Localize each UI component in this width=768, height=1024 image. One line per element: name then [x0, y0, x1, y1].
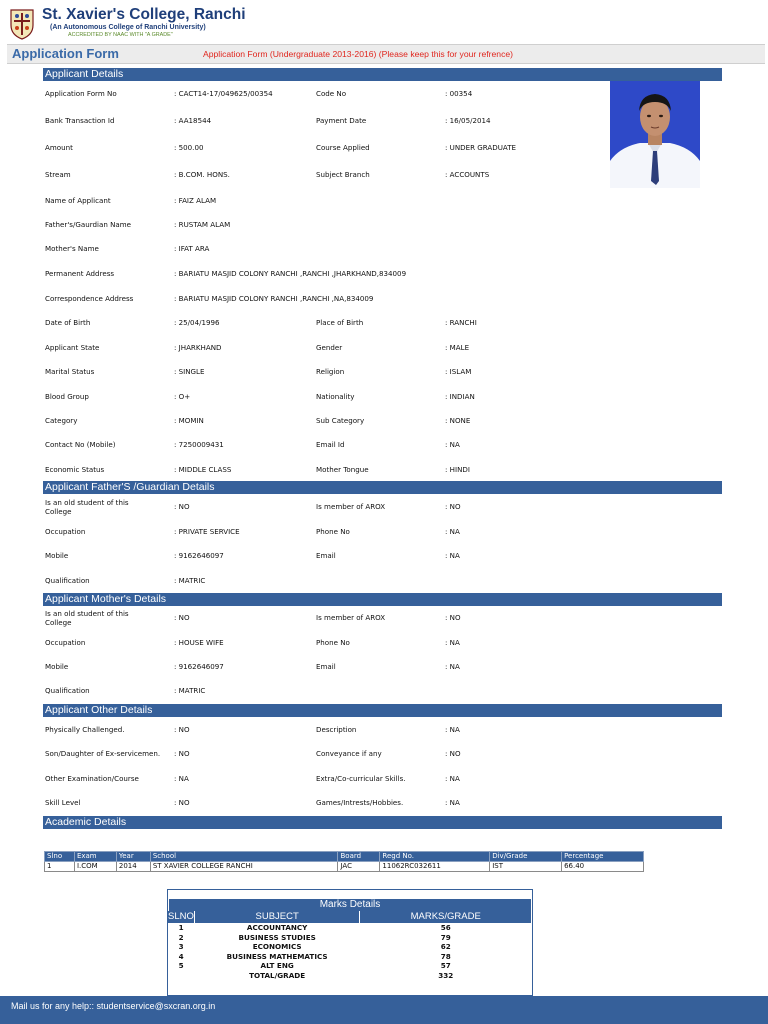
- table-cell: 78: [440, 951, 451, 961]
- form-title: Application Form: [12, 46, 119, 61]
- field-row: [0, 498, 768, 516]
- help-footer: Mail us for any help:: studentservice@sxcran.org.in: [0, 996, 768, 1024]
- field-label: Marital Status: [45, 367, 95, 376]
- field-label: Payment Date: [316, 116, 367, 125]
- table-cell: ST XAVIER COLLEGE RANCHI: [150, 862, 338, 872]
- field-value: : NA: [445, 725, 460, 734]
- field-value: : IFAT ARA: [174, 244, 210, 253]
- table-cell: I.COM: [74, 862, 116, 872]
- field-label: Stream: [45, 170, 71, 179]
- field-value: : B.COM. HONS.: [174, 170, 230, 179]
- column-header: SUBJECT: [194, 911, 360, 923]
- field-row: [0, 392, 768, 406]
- field-label: Is member of AROX: [316, 613, 386, 622]
- field-label: Is an old student of this College: [45, 498, 129, 516]
- field-value: : 9162646097: [174, 551, 224, 560]
- field-value: : NONE: [445, 416, 471, 425]
- field-value: : NO: [174, 502, 190, 511]
- field-value: : CACT14-17/049625/00354: [174, 89, 273, 98]
- field-row: [0, 774, 768, 788]
- table-cell: 57: [440, 961, 451, 971]
- field-label: Qualification: [45, 686, 90, 695]
- field-row: [0, 551, 768, 565]
- table-cell: BUSINESS STUDIES: [238, 932, 316, 942]
- field-value: : ISLAM: [445, 367, 472, 376]
- table-row: [168, 923, 532, 933]
- field-value: : MATRIC: [174, 686, 206, 695]
- table-cell: ALT ENG: [260, 961, 294, 971]
- column-header: SLNO: [168, 911, 194, 922]
- column-header: Regd No.: [380, 852, 490, 862]
- table-cell: 3: [178, 942, 184, 952]
- table-cell: [168, 971, 194, 981]
- field-value: : 00354: [445, 89, 473, 98]
- field-row: [0, 367, 768, 381]
- field-row: [0, 196, 768, 210]
- table-cell: JAC: [338, 862, 380, 872]
- marks-details-panel: [167, 889, 533, 996]
- field-row: [0, 576, 768, 590]
- field-value: : 9162646097: [174, 662, 224, 671]
- field-value: : O+: [174, 392, 191, 401]
- field-label: Gender: [316, 343, 343, 352]
- field-value: : NA: [445, 440, 460, 449]
- field-value: : 16/05/2014: [445, 116, 491, 125]
- field-label: Permanent Address: [45, 269, 115, 278]
- field-row: [0, 465, 768, 479]
- academic-table: [44, 851, 644, 872]
- field-value: : FAIZ ALAM: [174, 196, 217, 205]
- table-cell: ECONOMICS: [252, 942, 302, 952]
- field-label: Mobile: [45, 662, 69, 671]
- table-row: [168, 942, 532, 952]
- field-row: [0, 244, 768, 258]
- field-value: : HINDI: [445, 465, 470, 474]
- section-applicant-details: Applicant Details: [43, 68, 722, 81]
- field-value: : NA: [445, 774, 460, 783]
- field-value: : MOMIN: [174, 416, 204, 425]
- section-mother-details: Applicant Mother's Details: [43, 593, 722, 606]
- field-label: Place of Birth: [316, 318, 364, 327]
- field-value: : HOUSE WIFE: [174, 638, 224, 647]
- table-cell: ACCOUNTANCY: [246, 923, 308, 932]
- field-row: [0, 416, 768, 430]
- field-label: Course Applied: [316, 143, 370, 152]
- field-value: : ACCOUNTS: [445, 170, 490, 179]
- field-value: : RUSTAM ALAM: [174, 220, 231, 229]
- table-cell: 62: [440, 942, 451, 952]
- section-other-details: Applicant Other Details: [43, 704, 722, 717]
- field-label: Is an old student of this College: [45, 609, 129, 627]
- field-value: : NA: [445, 527, 460, 536]
- field-value: : NA: [445, 638, 460, 647]
- marks-table: [168, 911, 532, 981]
- table-header-row: [168, 911, 532, 923]
- college-crest-icon: [8, 7, 36, 40]
- field-label: Occupation: [45, 638, 86, 647]
- field-value: : MALE: [445, 343, 470, 352]
- field-row: [0, 686, 768, 700]
- field-value: : 7250009431: [174, 440, 224, 449]
- total-label: TOTAL/GRADE: [249, 970, 306, 980]
- field-value: : AA18544: [174, 116, 212, 125]
- field-value: : NA: [445, 551, 460, 560]
- field-value: : BARIATU MASJID COLONY RANCHI ,RANCHI ,NA,834009: [174, 294, 374, 303]
- table-cell: 2014: [116, 862, 150, 872]
- applicant-photo: [610, 81, 700, 188]
- table-cell: 79: [440, 932, 451, 942]
- column-header: Year: [116, 852, 150, 862]
- field-label: Nationality: [316, 392, 355, 401]
- field-row: [0, 220, 768, 234]
- field-row: [0, 294, 768, 308]
- field-label: Application Form No: [45, 89, 117, 98]
- field-row: [0, 638, 768, 652]
- field-label: Economic Status: [45, 465, 105, 474]
- college-name: St. Xavier's College, Ranchi: [42, 6, 246, 23]
- section-father-guardian-details: Applicant Father'S /Guardian Details: [43, 481, 722, 494]
- form-note: Application Form (Undergraduate 2013-2016) (Please keep this for your refrence): [203, 49, 514, 59]
- field-value: : PRIVATE SERVICE: [174, 527, 240, 536]
- field-value: : NA: [174, 774, 189, 783]
- field-value: : NO: [174, 613, 190, 622]
- table-cell: 5: [178, 961, 184, 971]
- section-academic-details: Academic Details: [43, 816, 722, 829]
- field-label: Date of Birth: [45, 318, 91, 327]
- field-label: Correspondence Address: [45, 294, 134, 303]
- table-cell: IST: [490, 862, 562, 872]
- field-label: Other Examination/Course: [45, 774, 139, 783]
- field-label: Blood Group: [45, 392, 89, 401]
- field-label: Sub Category: [316, 416, 365, 425]
- field-label: Contact No (Mobile): [45, 440, 116, 449]
- field-value: : MATRIC: [174, 576, 206, 585]
- field-row: [0, 798, 768, 812]
- field-label: Mother Tongue: [316, 465, 369, 474]
- field-value: : NO: [445, 749, 461, 758]
- table-cell: 66.40: [562, 862, 644, 872]
- field-value: : NO: [174, 749, 190, 758]
- table-row: [168, 952, 532, 962]
- table-cell: 1: [178, 923, 184, 932]
- field-label: Skill Level: [45, 798, 81, 807]
- field-value: : BARIATU MASJID COLONY RANCHI ,RANCHI ,JHARKHAND,834009: [174, 269, 407, 278]
- table-row: [45, 862, 644, 872]
- table-cell: 11062RC032611: [380, 862, 490, 872]
- accreditation-note: ACCREDITED BY NAAC WITH "A GRADE": [68, 32, 173, 38]
- field-label: Amount: [45, 143, 73, 152]
- field-label: Phone No: [316, 527, 350, 536]
- field-label: Games/Intrests/Hobbies.: [316, 798, 404, 807]
- field-label: Subject Branch: [316, 170, 370, 179]
- marks-title: Marks Details: [169, 899, 531, 911]
- field-label: Email: [316, 662, 336, 671]
- field-label: Occupation: [45, 527, 86, 536]
- field-value: : NO: [174, 725, 190, 734]
- column-header: MARKS/GRADE: [360, 911, 532, 923]
- field-value: : JHARKHAND: [174, 343, 222, 352]
- field-value: : MIDDLE CLASS: [174, 465, 232, 474]
- field-value: : NA: [445, 798, 460, 807]
- field-label: Category: [45, 416, 78, 425]
- field-label: Code No: [316, 89, 347, 98]
- column-header: School: [150, 852, 338, 862]
- field-value: : NO: [445, 613, 461, 622]
- field-label: Mobile: [45, 551, 69, 560]
- total-value: 332: [438, 970, 454, 980]
- field-label: Phone No: [316, 638, 350, 647]
- table-cell: BUSINESS MATHEMATICS: [226, 951, 328, 961]
- field-row: [0, 662, 768, 676]
- field-label: Email Id: [316, 440, 345, 449]
- column-header: Percentage: [562, 852, 644, 862]
- field-label: Email: [316, 551, 336, 560]
- table-header-row: [45, 852, 644, 862]
- field-row: [0, 440, 768, 454]
- field-label: Religion: [316, 367, 345, 376]
- field-value: : NO: [174, 798, 190, 807]
- table-row: [168, 933, 532, 943]
- field-row: [0, 749, 768, 763]
- field-value: : RANCHI: [445, 318, 477, 327]
- field-label: Bank Transaction Id: [45, 116, 115, 125]
- field-label: Applicant State: [45, 343, 100, 352]
- form-title-bar: [7, 44, 765, 64]
- field-value: : NA: [445, 662, 460, 671]
- field-label: Description: [316, 725, 357, 734]
- table-cell: 2: [178, 932, 184, 942]
- field-value: : 25/04/1996: [174, 318, 220, 327]
- field-label: Mother's Name: [45, 244, 99, 253]
- field-label: Qualification: [45, 576, 90, 585]
- field-value: : SINGLE: [174, 367, 205, 376]
- field-label: Conveyance if any: [316, 749, 382, 758]
- field-row: [0, 269, 768, 283]
- total-row: [168, 971, 532, 981]
- column-header: Board: [338, 852, 380, 862]
- field-row: [0, 318, 768, 332]
- field-label: Father's/Gaurdian Name: [45, 220, 132, 229]
- field-row: [0, 343, 768, 357]
- table-cell: 1: [45, 862, 75, 872]
- field-value: : NO: [445, 502, 461, 511]
- field-row: [0, 609, 768, 627]
- column-header: Div/Grade: [490, 852, 562, 862]
- field-row: [0, 527, 768, 541]
- field-label: Is member of AROX: [316, 502, 386, 511]
- column-header: Slno: [45, 852, 75, 862]
- table-cell: 56: [440, 923, 451, 932]
- column-header: Exam: [74, 852, 116, 862]
- field-label: Name of Applicant: [45, 196, 111, 205]
- table-row: [168, 961, 532, 971]
- field-label: Son/Daughter of Ex-servicemen.: [45, 749, 161, 758]
- college-affiliation: (An Autonomous College of Ranchi University): [50, 24, 206, 31]
- field-row: [0, 725, 768, 739]
- field-value: : UNDER GRADUATE: [445, 143, 517, 152]
- field-label: Extra/Co-curricular Skills.: [316, 774, 406, 783]
- applicant-portrait-image: [610, 81, 700, 188]
- field-value: : 500.00: [174, 143, 204, 152]
- field-label: Physically Challenged.: [45, 725, 125, 734]
- field-value: : INDIAN: [445, 392, 475, 401]
- table-cell: 4: [178, 951, 184, 961]
